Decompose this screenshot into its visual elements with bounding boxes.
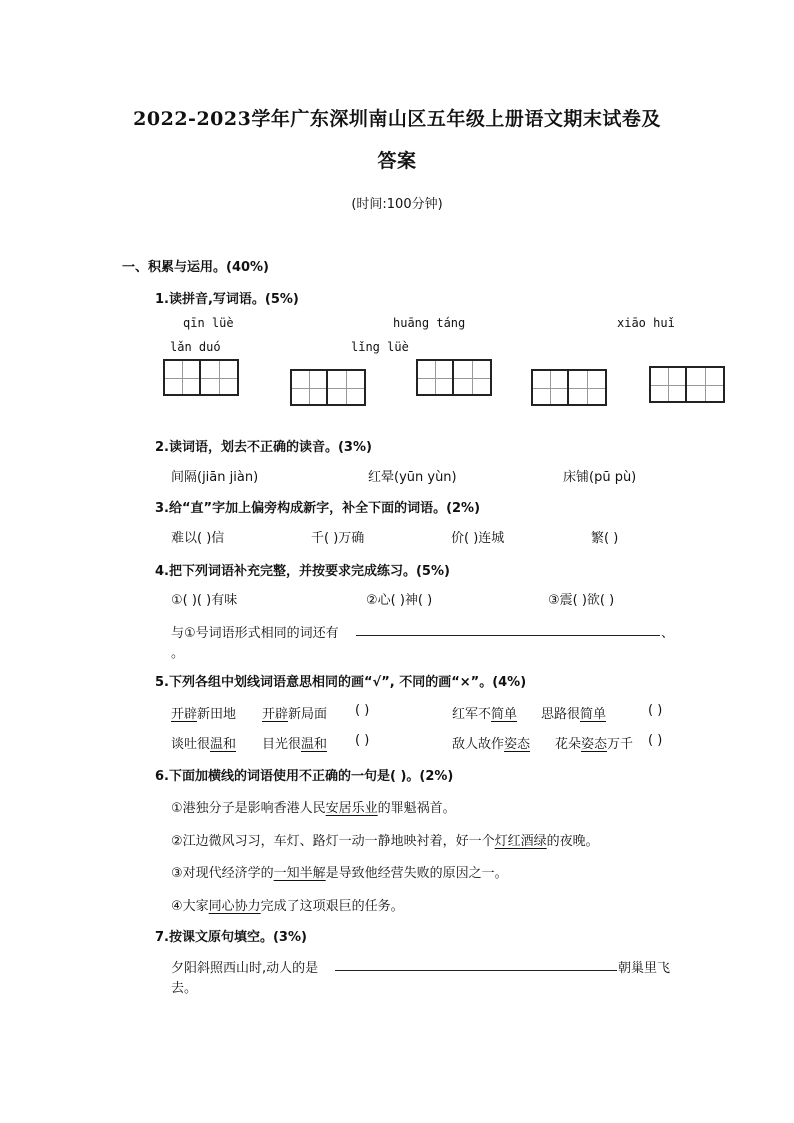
q6-option-3: ③对现代经济学的一知半解是导致他经营失败的原因之一。 xyxy=(171,866,508,881)
q4-prompt: 与①号词语形式相同的词还有 xyxy=(171,626,339,641)
question-2-label: 2.读词语，划去不正确的读音。(3%) xyxy=(155,440,372,455)
pinyin-1: qīn lüè xyxy=(183,316,234,330)
q4-tail-comma: 、 xyxy=(661,626,675,641)
answer-grid-4[interactable] xyxy=(531,369,607,406)
q2-item-2: 红晕(yūn yùn) xyxy=(368,470,457,485)
answer-grid-2[interactable] xyxy=(290,369,366,406)
page-title: 2022-2023学年广东深圳南山区五年级上册语文期末试卷及 xyxy=(133,108,661,130)
q6-option-4: ④大家同心协力完成了这项艰巨的任务。 xyxy=(171,899,404,914)
question-6-label: 6.下面加横线的词语使用不正确的一句是( )。(2%) xyxy=(155,769,454,784)
pinyin-5: lǐng lüè xyxy=(351,340,409,354)
q7-answer-line[interactable] xyxy=(335,970,617,971)
time-note: (时间:100分钟) xyxy=(351,197,443,212)
answer-grid-3[interactable] xyxy=(416,359,492,396)
question-4-label: 4.把下列词语补充完整，并按要求完成练习。(5%) xyxy=(155,564,450,579)
q3-item-4: 繁( ) xyxy=(591,531,619,546)
q5-r1-b: 开辟新局面 xyxy=(262,707,328,722)
q5-r2-a: 谈吐很温和 xyxy=(171,737,237,752)
q5-r2-c: 敌人故作姿态 xyxy=(452,737,531,752)
q4-item-2: ②心( )神( ) xyxy=(366,593,433,608)
q2-item-3: 床铺(pū pù) xyxy=(563,470,637,485)
q4-item-1: ①( )( )有味 xyxy=(171,593,238,608)
q7-sentence-end: 朝巢里飞 xyxy=(618,961,671,976)
q5-r1-answer-2[interactable]: ( ) xyxy=(648,703,663,718)
pinyin-4: lǎn duó xyxy=(170,340,221,354)
q2-item-1: 间隔(jiān jiàn) xyxy=(171,470,259,485)
q5-r1-d: 思路很简单 xyxy=(541,707,607,722)
q5-r1-answer[interactable]: ( ) xyxy=(355,703,370,718)
q5-r2-answer[interactable]: ( ) xyxy=(355,733,370,748)
question-1-label: 1.读拼音,写词语。(5%) xyxy=(155,292,299,307)
q5-r1-c: 红军不简单 xyxy=(452,707,518,722)
q6-option-2: ②江边微风习习，车灯、路灯一动一静地映衬着，好一个灯红酒绿的夜晚。 xyxy=(171,834,599,849)
page-title-line2: 答案 xyxy=(377,150,417,172)
question-5-label: 5.下列各组中划线词语意思相同的画“√”, 不同的画“×”。(4%) xyxy=(155,675,527,690)
section-heading: 一、积累与运用。(40%) xyxy=(122,260,269,275)
question-3-label: 3.给“直”字加上偏旁构成新字，补全下面的词语。(2%) xyxy=(155,501,481,516)
q3-item-2: 千( )万确 xyxy=(311,531,365,546)
pinyin-3: xiāo huǐ xyxy=(617,316,675,330)
answer-grid-1[interactable] xyxy=(163,359,239,396)
q5-r2-answer-2[interactable]: ( ) xyxy=(648,733,663,748)
answer-grid-5[interactable] xyxy=(649,366,725,403)
question-7-label: 7.按课文原句填空。(3%) xyxy=(155,930,307,945)
q7-sentence-cont: 去。 xyxy=(171,981,198,996)
q4-answer-line[interactable] xyxy=(356,635,660,636)
q7-sentence-start: 夕阳斜照西山时,动人的是 xyxy=(171,961,319,976)
pinyin-2: huāng táng xyxy=(393,316,466,330)
q5-r1-a: 开辟新田地 xyxy=(171,707,237,722)
q4-item-3: ③震( )欲( ) xyxy=(548,593,615,608)
q3-item-1: 难以( )信 xyxy=(171,531,225,546)
q5-r2-b: 目光很温和 xyxy=(262,737,328,752)
q5-r2-d: 花朵姿态万千 xyxy=(555,737,634,752)
q6-option-1: ①港独分子是影响香港人民安居乐业的罪魁祸首。 xyxy=(171,801,456,816)
q4-tail-period: 。 xyxy=(171,646,185,661)
q3-item-3: 价( )连城 xyxy=(451,531,505,546)
